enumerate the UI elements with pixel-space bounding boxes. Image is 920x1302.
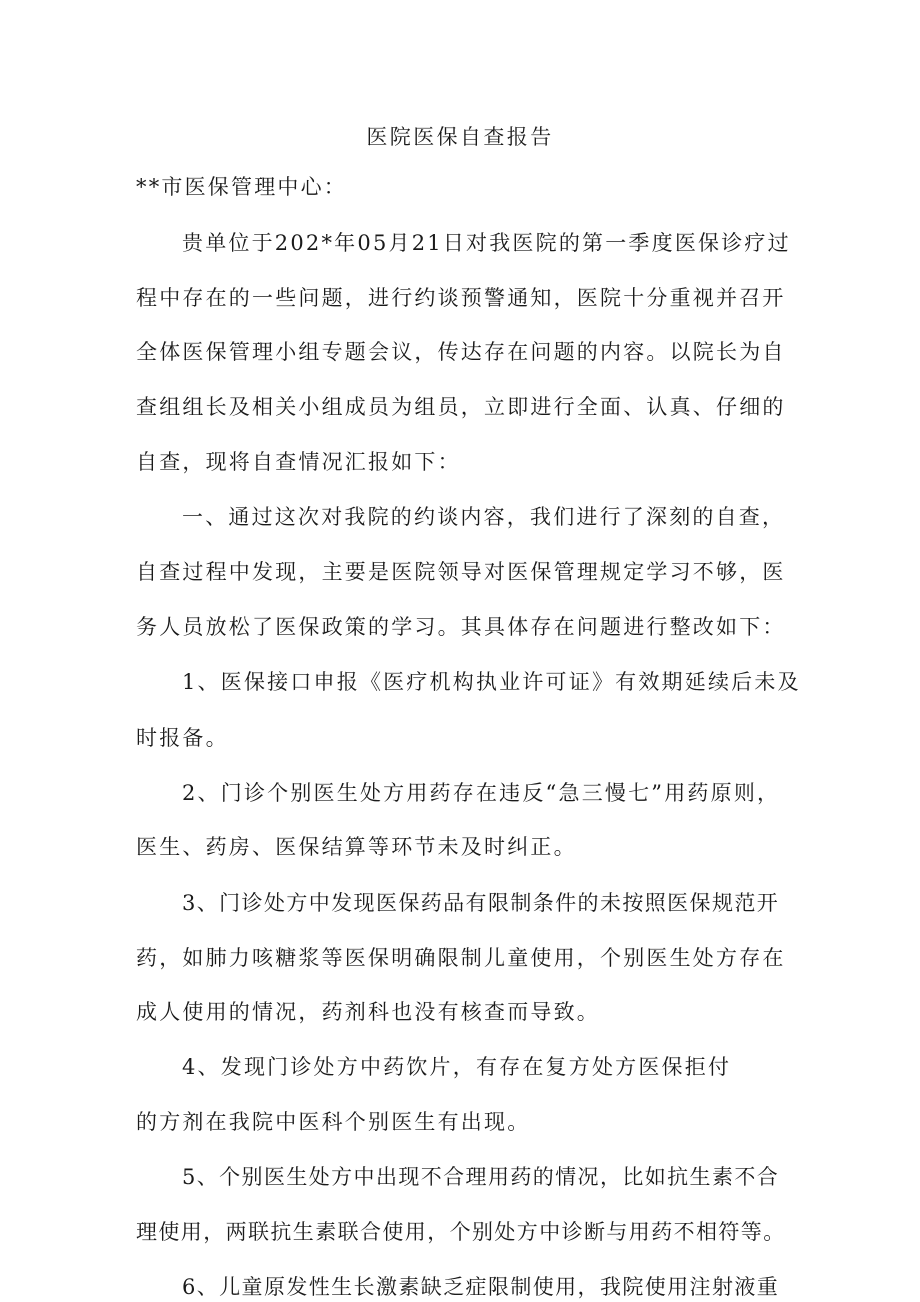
item-4-line-2: 的方剂在我院中医科个别医生有出现。 [136,1110,531,1134]
paragraph-2-line-1: 一、通过这次对我院的约谈内容，我们进行了深刻的自查， [182,505,786,529]
paragraph-1-line-4: 查组组长及相关小组成员为组员，立即进行全面、认真、仔细的 [136,395,786,419]
item-1-line-1: 1、医保接口申报《医疗机构执业许可证》有效期延续后未及 [182,670,801,694]
paragraph-2-line-2: 自查过程中发现，主要是医院领导对医保管理规定学习不够，医 [136,560,786,584]
item-1-line-2: 时报备。 [136,726,229,750]
paragraph-2-line-3: 务人员放松了医保政策的学习。其具体存在问题进行整改如下： [136,615,786,639]
item-5-line-2: 理使用，两联抗生素联合使用，个别处方中诊断与用药不相符等。 [136,1220,786,1244]
item-2-line-1: 2、门诊个别医生处方用药存在违反“急三慢七”用药原则， [182,781,781,805]
paragraph-1-line-1: 贵单位于202*年05月21日对我医院的第一季度医保诊疗过 [182,231,791,255]
item-3-line-1: 3、门诊处方中发现医保药品有限制条件的未按照医保规范开 [182,891,780,915]
paragraph-1-line-2: 程中存在的一些问题，进行约谈预警通知，医院十分重视并召开 [136,286,786,310]
paragraph-1-line-5: 自查，现将自查情况汇报如下： [136,450,461,474]
item-3-line-2: 药，如肺力咳糖浆等医保明确限制儿童使用，个别医生处方存在 [136,946,786,970]
item-2-line-2: 医生、药房、医保结算等环节未及时纠正。 [136,835,577,859]
paragraph-1-line-3: 全体医保管理小组专题会议，传达存在问题的内容。以院长为自 [136,340,786,364]
item-5-line-1: 5、个别医生处方中出现不合理用药的情况，比如抗生素不合 [182,1165,780,1189]
item-4-line-1: 4、发现门诊处方中药饮片，有存在复方处方医保拒付 [182,1055,732,1079]
document-title: 医院医保自查报告 [366,125,554,149]
item-3-line-3: 成人使用的情况，药剂科也没有核查而导致。 [136,1000,600,1024]
recipient-line: **市医保管理中心： [136,175,347,199]
item-6-line-1: 6、儿童原发性生长激素缺乏症限制使用，我院使用注射液重 [182,1275,780,1299]
